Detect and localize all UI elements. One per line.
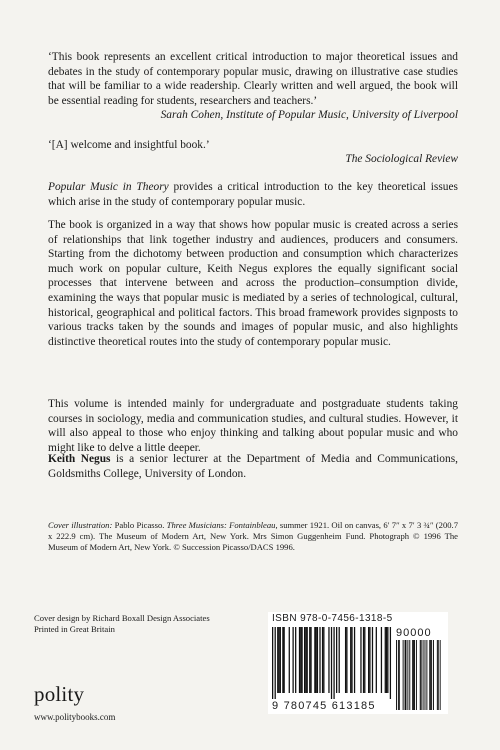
review-quote-attribution: Sarah Cohen, Institute of Popular Music, University of Liverpool xyxy=(160,109,458,122)
barcode-bar xyxy=(438,640,439,710)
barcode-bar xyxy=(289,627,290,693)
description-paragraph-1-rest: provides a critical introduction to the key theoretical issues which arise in the study of contemporary popular music. xyxy=(48,181,458,208)
barcode-block xyxy=(268,612,448,714)
isbn-label: ISBN 978-0-7456-1318-5 xyxy=(272,613,393,624)
barcode-bar xyxy=(403,640,404,710)
author-name: Keith Negus xyxy=(48,453,111,465)
barcode-bar xyxy=(386,627,387,693)
barcode-bar xyxy=(430,640,431,710)
barcode-bar xyxy=(284,627,285,693)
publisher-url: www.politybooks.com xyxy=(34,712,116,722)
barcode-bar xyxy=(368,627,369,693)
cover-credits-artist: Pablo Picasso. xyxy=(112,520,167,530)
price-barcode xyxy=(396,640,444,710)
barcode-bar xyxy=(414,640,415,710)
barcode-bar xyxy=(309,627,310,693)
cover-credits-work: Three Musicians: Fontainbleau xyxy=(166,520,276,530)
barcode-bar xyxy=(277,627,278,693)
cover-credits xyxy=(48,520,458,553)
barcode-bar xyxy=(305,627,306,693)
cover-credits-label: Cover illustration: xyxy=(48,520,113,530)
barcode-bar xyxy=(363,627,364,693)
barcode-bar xyxy=(292,627,293,693)
barcode-bar xyxy=(299,627,300,693)
barcode-bar xyxy=(322,627,323,693)
barcode-bar xyxy=(372,627,373,693)
barcode-bar xyxy=(421,640,422,710)
barcode-bar xyxy=(423,640,424,710)
barcode-bar xyxy=(381,627,382,693)
barcode-bar xyxy=(406,640,407,710)
review-quote-text: ‘This book represents an excellent critical introduction to major theoretical issues and debates in the study of contemporary popular music, drawing on illustrative case studies that will be familiar to a wide readership. Clearly written and well argued, the book will be essential reading for students, researchers and teachers.’ xyxy=(48,51,458,107)
publisher-logo: polity xyxy=(34,682,85,706)
barcode-bar xyxy=(390,627,391,699)
author-bio-rest: is a senior lecturer at the Department of Media and Communications, Goldsmiths College, University of London. xyxy=(48,453,458,480)
description-paragraph-1 xyxy=(48,180,458,209)
barcode-bar xyxy=(307,627,308,693)
barcode-bar xyxy=(319,627,320,693)
barcode-bar xyxy=(317,627,318,693)
barcode-bar xyxy=(272,627,273,699)
barcode-bar xyxy=(364,627,365,693)
barcode-bar xyxy=(440,640,441,710)
review-quote xyxy=(48,50,458,123)
barcode-bar xyxy=(437,640,438,710)
barcode-bar xyxy=(310,627,311,693)
barcode-bar xyxy=(399,640,400,710)
barcode-bar xyxy=(369,627,370,693)
barcode-bar xyxy=(323,627,324,693)
barcode-bar xyxy=(314,627,315,693)
barcode-bar xyxy=(345,627,346,693)
barcode-bar xyxy=(385,627,386,693)
barcode-bar xyxy=(387,627,388,693)
ean-barcode xyxy=(272,627,392,699)
barcode-bar xyxy=(278,627,279,693)
author-bio xyxy=(48,452,458,481)
barcode-bar xyxy=(431,640,432,710)
barcode-bar xyxy=(350,627,351,693)
book-title: Popular Music in Theory xyxy=(48,181,169,193)
barcode-bar xyxy=(316,627,317,693)
barcode-bar xyxy=(405,640,406,710)
review-quote-2-attribution: The Sociological Review xyxy=(345,153,458,165)
barcode-bar xyxy=(433,640,434,710)
barcode-bar xyxy=(426,640,427,710)
production-credits xyxy=(34,613,210,635)
barcode-bar xyxy=(416,640,417,710)
description-paragraph-2: The book is organized in a way that shows how popular music is created across a series of relationships that link together industry and audiences, producers and consumers. Starting from the dichotomy between production and consumption which characterizes much work on popular culture, Keith Negus explores the equally significant social processes that intervene between and across the production–consumption divide, examining the ways that popular music is mediated by a series of technological, cultural, historical, geographical and political factors. This broad framework provides signposts to various tracks taken by the sounds and images of popular music, and also highlights distinctive theoretical routes into the study of contemporary popular music. xyxy=(48,219,458,348)
barcode-bar xyxy=(333,627,334,699)
barcode-digits: 9 780745 613185 xyxy=(272,700,376,712)
barcode-bar xyxy=(295,627,296,693)
barcode-bar xyxy=(407,640,408,710)
barcode-bar xyxy=(376,627,377,693)
barcode-bar xyxy=(346,627,347,693)
barcode-bar xyxy=(282,627,283,693)
printed-in: Printed in Great Britain xyxy=(34,624,115,634)
barcode-bar xyxy=(339,627,340,693)
cover-design-credit: Cover design by Richard Boxall Design Associates xyxy=(34,613,210,623)
barcode-bar xyxy=(425,640,426,710)
barcode-bar xyxy=(331,627,332,699)
price-code: 90000 xyxy=(396,627,432,639)
barcode-bar xyxy=(412,640,413,710)
barcode-bar xyxy=(396,640,397,710)
barcode-bar xyxy=(336,627,337,693)
review-quote-2: ‘[A] welcome and insightful book.’ xyxy=(48,139,210,151)
barcode-bar xyxy=(275,627,276,699)
barcode-bar xyxy=(429,640,430,710)
barcode-bar xyxy=(280,627,281,693)
cover-credits-details: , summer 1921. Oil on canvas, 6′ 7″ x 7′ 3 ¾″ (200.7 x 222.9 cm). The Museum of Modern Art, New York. Mrs Simon Guggenheim Fund. Photograph © 1996 The Museum of Modern Art, New York. © Succession Picasso/DACS 1996. xyxy=(48,520,458,552)
barcode-bar xyxy=(300,627,301,693)
barcode-bar xyxy=(304,627,305,693)
barcode-bar xyxy=(351,627,352,693)
barcode-bar xyxy=(360,627,361,693)
barcode-bar xyxy=(354,627,355,693)
barcode-bar xyxy=(413,640,414,710)
barcode-bar xyxy=(420,640,421,710)
barcode-bar xyxy=(328,627,329,693)
description-paragraph-3: This volume is intended mainly for undergraduate and postgraduate students taking courses in sociology, media and communication studies, and cultural studies. However, it will also appeal to those who enjoy thinking and talking about popular music and who might like to delve a little deeper. xyxy=(48,398,458,454)
barcode-bar xyxy=(409,640,410,710)
barcode-bar xyxy=(301,627,302,693)
barcode-bar xyxy=(398,640,399,710)
